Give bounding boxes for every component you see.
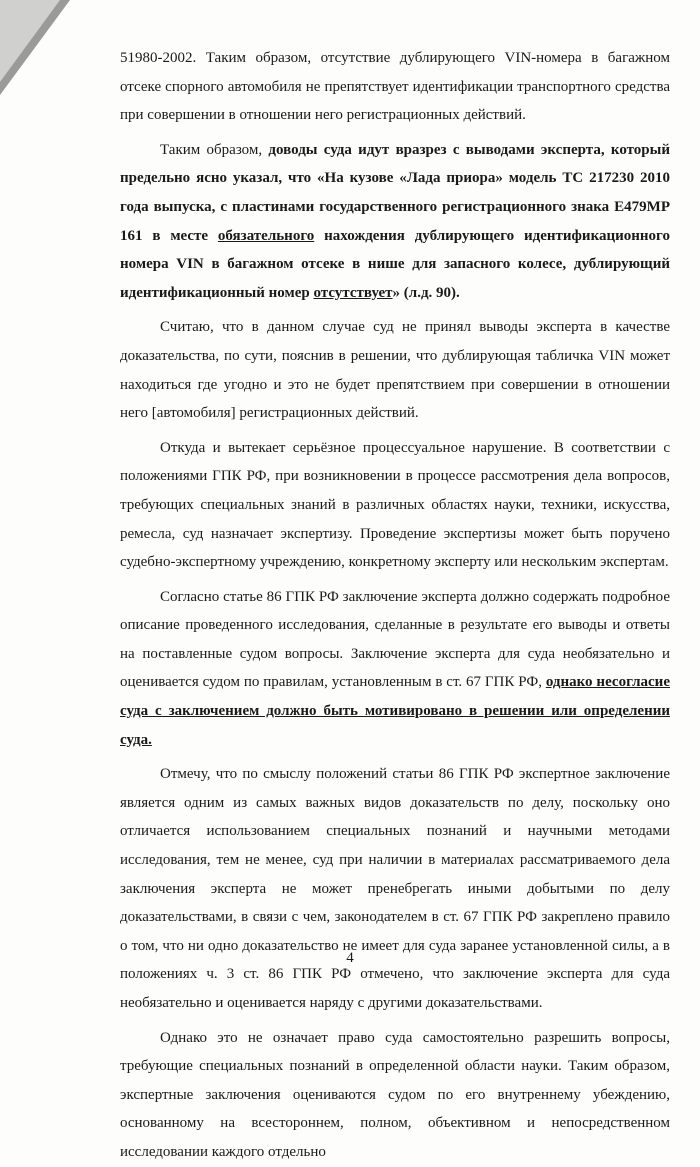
paragraph-5-emphasis: однако несогласие суда с заключением должно быть мотивировано в решении или определении суда. (120, 674, 670, 748)
paragraph-2-underlined-mandatory: обязательного (217, 227, 315, 244)
paragraph-2-bold: доводы суда идут вразрез с выводами эксперта, который предельно ясно указал, что «На кузове «Лада приора» модель ТС 217230 2010 года выпуска, с пластинами государственного регистрационного знака Е479МР 161 в месте (120, 141, 670, 244)
paragraph-4: Откуда и вытекает серьёзное процессуальное нарушение. В соответствии с положениями ГПК РФ, при возникновении в процессе рассмотрения дела вопросов, требующих специальных знаний в различных областях науки, техники, искусства, ремесла, суд назначает экспертизу. Проведение экспертизы может быть поручено судебно-экспертному учреждению, конкретному эксперту или нескольким экспертам. (120, 439, 670, 571)
paragraph-6: Отмечу, что по смыслу положений статьи 86 ГПК РФ экспертное заключение является одним из самых важных видов доказательств по делу, поскольку оно отличается использованием специальных познаний и научными методами исследования, тем не менее, суд при наличии в материалах рассматриваемого дела заключения эксперта не может пренебрегать иными добытыми по делу доказательствами, в связи с чем, законодателем в ст. 67 ГПК РФ закреплено правило о том, что ни одно доказательство не имеет для суда заранее установленной силы, а в положениях ч. 3 ст. 86 ГПК РФ отмечено, что заключение эксперта для суда необязательно и оценивается наряду с другими доказательствами. (120, 766, 670, 1011)
paragraph-3: Считаю, что в данном случае суд не принял выводы эксперта в качестве доказательства, по сути, пояснив в решении, что дублирующая табличка VIN может находиться где угодно и это не будет препятствием при совершении в отношении него [автомобиля] регистрационных действий. (120, 319, 670, 422)
paragraph-2-intro: Таким образом, (160, 141, 269, 158)
paragraph-5-text: Согласно статье 86 ГПК РФ заключение эксперта должно содержать подробное описание проведенного исследования, сделанные в результате его выводы и ответы на поставленные судом вопросы. Заключение эксперта для суда необязательно и оценивается судом по правилам, установленным в ст. 67 ГПК РФ, (120, 588, 670, 691)
paragraph-2-bold-cont: нахождения дублирующего идентификационного номера VIN в багажном отсеке в нише для запасного колесе, дублирующий идентификационный номер (120, 227, 670, 301)
paragraph-2-underlined-absent: отсутствует (313, 284, 393, 301)
paragraph-2 (120, 136, 670, 308)
paragraph-2-citation: » (л.д. 90). (392, 284, 460, 301)
document-body (120, 44, 670, 1167)
paragraph-5 (120, 583, 670, 755)
paragraph-1: 51980-2002. Таким образом, отсутствие дублирующего VIN-номера в багажном отсеке спорного автомобиля не препятствует идентификации транспортного средства при совершении в отношении него регистрационных действий. (120, 50, 670, 124)
page-number: 4 (346, 950, 354, 966)
folded-corner (0, 0, 60, 82)
paragraph-7: Однако это не означает право суда самостоятельно разрешить вопросы, требующие специальных познаний в определенной области науки. Таким образом, экспертные заключения оцениваются судом по его внутреннему убеждению, основанному на всестороннем, полном, объективном и непосредственном исследовании каждого отдельно (120, 1029, 670, 1160)
